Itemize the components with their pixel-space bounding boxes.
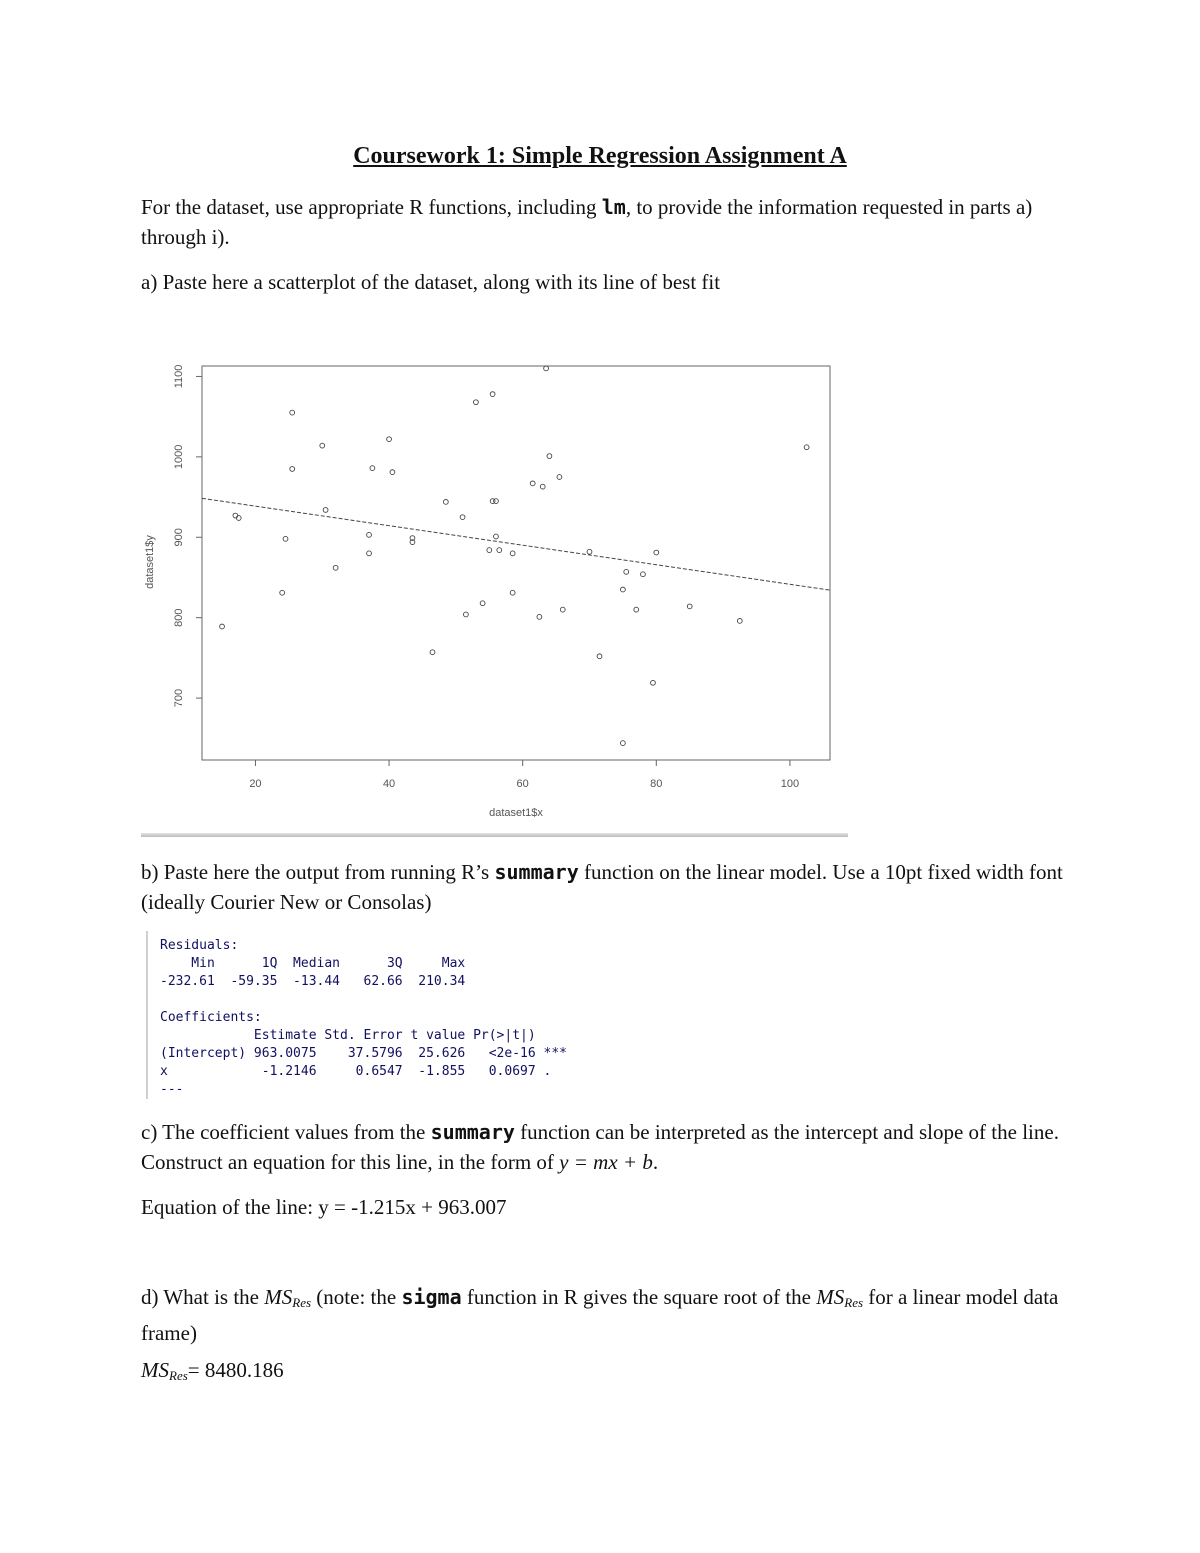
part-d-code-sigma: sigma [401,1285,462,1309]
data-point [620,741,625,746]
x-tick-label: 80 [650,778,663,790]
data-point [641,572,646,577]
figure-bottom-rule [141,833,848,837]
data-point [487,548,492,553]
data-point [233,513,238,518]
data-point [651,680,656,685]
data-point [624,569,629,574]
part-b-text-pre: b) Paste here the output from running R’s [141,860,495,884]
data-point [474,400,479,405]
y-tick-label: 800 [173,608,185,627]
data-point [737,618,742,623]
data-point [290,410,295,415]
summary-output-box [146,931,668,1099]
part-d-res-2: Res [844,1295,864,1310]
part-d-text-mid: (note: the [311,1285,402,1309]
answer-value: = 8480.186 [187,1358,284,1382]
data-point [557,475,562,480]
data-point [333,565,338,570]
data-point [544,366,549,371]
data-point [367,551,372,556]
part-d-text-pre: d) What is the [141,1285,265,1309]
data-point [387,437,392,442]
data-point [494,534,499,539]
summary-output-text: Residuals: Min 1Q Median 3Q Max -232.61 -59.35 -13.44 62.66 210.34 Coefficients: Estimate Std. Error t value Pr(>|t|) (Intercept) 963.0075 37.5796 25.626 <2e-16 *** x -1.2146 0.6547 -1.855 0.0697 . --- [160,938,567,1097]
data-point [480,601,485,606]
part-a-question: a) Paste here a scatterplot of the dataset, along with its line of best fit [141,270,721,294]
data-point [620,587,625,592]
x-tick-label: 100 [780,778,800,790]
part-c-text-end: . [652,1150,659,1174]
answer-res: Res [169,1368,188,1383]
intro-text-pre: For the dataset, use appropriate R functions, including [141,195,602,219]
scatterplot-svg [141,350,848,838]
data-point [430,650,435,655]
part-d-text-post: for a linear model data frame) [141,1285,1059,1345]
part-c-text-pre: c) The coefficient values from the [141,1120,431,1144]
data-point [283,536,288,541]
answer-ms: MS [141,1358,169,1382]
data-point [370,466,375,471]
best-fit-line [202,498,830,590]
part-b-question [141,857,1071,917]
part-b-text-post: function on the linear model. Use a 10pt fixed width font (ideally Courier New or Consolas) [141,860,1063,914]
data-point [443,499,448,504]
y-tick-label: 700 [173,688,185,708]
data-point [547,454,552,459]
page-title: Coursework 1: Simple Regression Assignment A [353,143,847,169]
part-d-ms-1: MS [264,1285,293,1309]
ms-res-answer [141,1355,1071,1391]
data-point [220,624,225,629]
part-c-question [141,1117,1071,1177]
data-point [537,614,542,619]
x-tick-label: 20 [249,778,262,790]
scatterplot-figure [141,350,848,838]
part-c-text-post: function can be interpreted as the intercept and slope of the line. Construct an equation for this line, in the form of [141,1120,1059,1174]
data-point [494,499,499,504]
part-d-text-mid2: function in R gives the square root of the [461,1285,817,1309]
y-tick-label: 1100 [173,364,185,389]
data-point [510,590,515,595]
data-point [367,532,372,537]
data-point [654,550,659,555]
x-tick-label: 60 [516,778,529,790]
data-points [220,366,809,746]
y-tick-label: 900 [173,528,185,547]
data-point [390,470,395,475]
plot-frame [202,366,830,760]
part-c-formula: y = mx + b [559,1150,653,1174]
intro-paragraph [141,192,1071,252]
data-point [587,549,592,554]
data-point [290,467,295,472]
data-point [510,551,515,556]
data-point [490,392,495,397]
data-point [236,516,241,521]
data-point [804,445,809,450]
x-axis-label: dataset1$x [489,807,543,819]
data-point [540,484,545,489]
data-point [497,548,502,553]
part-d-question [141,1282,1071,1348]
x-tick-label: 40 [382,778,396,790]
data-point [460,515,465,520]
data-point [560,607,565,612]
y-axis-label: dataset1$y [144,535,156,589]
part-d-res-1: Res [292,1295,312,1310]
data-point [463,612,468,617]
data-point [634,607,639,612]
data-point [687,604,692,609]
data-point [280,590,285,595]
y-tick-label: 1000 [173,444,185,470]
part-b-code-summary: summary [494,860,579,884]
part-c-code-summary: summary [430,1120,515,1144]
part-d-ms-2: MS [816,1285,845,1309]
data-point [323,508,328,513]
data-point [530,481,535,486]
data-point [597,654,602,659]
data-point [320,443,325,448]
equation-of-line: Equation of the line: y = -1.215x + 963.007 [141,1195,507,1219]
y-axis [173,365,202,708]
x-axis [249,760,799,790]
intro-code-lm: lm [601,195,626,219]
intro-text-post: , to provide the information requested in parts a) through i). [141,195,1033,249]
